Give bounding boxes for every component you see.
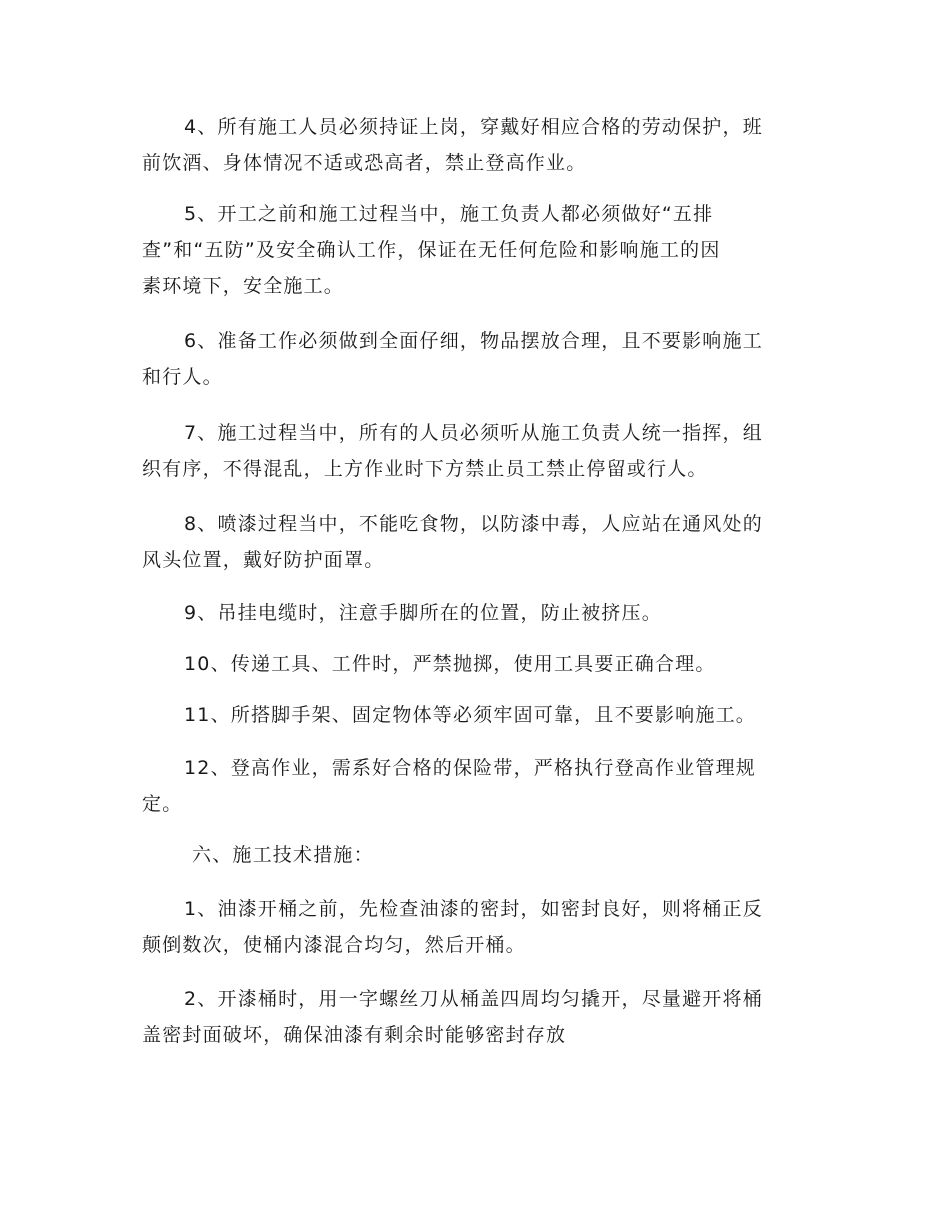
paragraph-line: 素环境下，安全施工。 bbox=[142, 275, 345, 297]
paragraph-item-12 bbox=[142, 750, 810, 822]
paragraph-line: 7、施工过程当中，所有的人员必须听从施工负责人统一指挥，组 bbox=[184, 422, 763, 444]
paragraph-line: 10、传递工具、工件时，严禁抛掷，使用工具要正确合理。 bbox=[184, 653, 716, 675]
paragraph-line: 前饮酒、身体情况不适或恐高者，禁止登高作业。 bbox=[142, 152, 587, 174]
paragraph-line: 2、开漆桶时，用一字螺丝刀从桶盖四周均匀撬开，尽量避开将桶 bbox=[184, 988, 763, 1010]
paragraph-line: 颠倒数次，使桶内漆混合均匀，然后开桶。 bbox=[142, 934, 526, 956]
paragraph-item-9 bbox=[142, 595, 810, 631]
paragraph-line: 11、所搭脚手架、固定物体等必须牢固可靠，且不要影响施工。 bbox=[184, 704, 756, 726]
paragraph-line: 织有序，不得混乱，上方作业时下方禁止员工禁止停留或行人。 bbox=[142, 458, 708, 480]
paragraph-line: 5、开工之前和施工过程当中，施工负责人都必须做好“五排 bbox=[184, 203, 714, 225]
paragraph-item-5 bbox=[142, 196, 810, 304]
section-heading-text: 六、施工技术措施： bbox=[192, 844, 374, 866]
paragraph-line: 9、吊挂电缆时，注意手脚所在的位置，防止被挤压。 bbox=[184, 602, 662, 624]
paragraph-item-11 bbox=[142, 697, 810, 733]
paragraph-line: 12、登高作业，需系好合格的保险带，严格执行登高作业管理规 bbox=[184, 757, 756, 779]
paragraph-line: 定。 bbox=[142, 793, 183, 815]
paragraph-line: 1、油漆开桶之前，先检查油漆的密封，如密封良好，则将桶正反 bbox=[184, 898, 763, 920]
paragraph-item-4 bbox=[142, 109, 810, 181]
paragraph-line: 6、准备工作必须做到全面仔细，物品摆放合理，且不要影响施工 bbox=[184, 330, 763, 352]
paragraph-line: 和行人。 bbox=[142, 366, 223, 388]
paragraph-item-2 bbox=[142, 981, 810, 1053]
paragraph-line: 风头位置，戴好防护面罩。 bbox=[142, 549, 385, 571]
paragraph-item-6 bbox=[142, 323, 810, 395]
paragraph-line: 盖密封面破坏，确保油漆有剩余时能够密封存放 bbox=[142, 1024, 567, 1046]
paragraph-line: 8、喷漆过程当中，不能吃食物，以防漆中毒，人应站在通风处的 bbox=[184, 513, 763, 535]
paragraph-item-8 bbox=[142, 506, 810, 578]
paragraph-item-10 bbox=[142, 646, 810, 682]
paragraph-line: 4、所有施工人员必须持证上岗，穿戴好相应合格的劳动保护，班 bbox=[184, 116, 763, 138]
section-heading bbox=[142, 837, 810, 873]
paragraph-item-7 bbox=[142, 415, 810, 487]
paragraph-line: 查”和“五防”及安全确认工作，保证在无任何危险和影响施工的因 bbox=[142, 239, 721, 261]
paragraph-item-1 bbox=[142, 891, 810, 963]
